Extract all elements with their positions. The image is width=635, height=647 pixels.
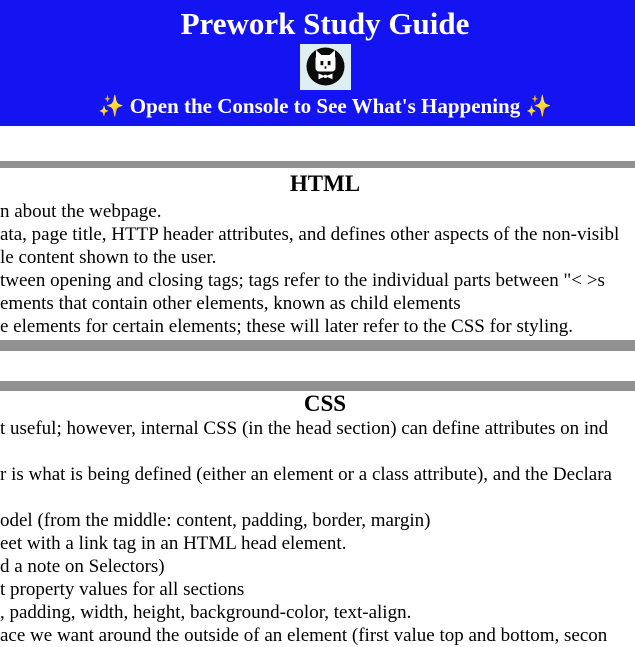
cat-logo-icon <box>300 44 351 90</box>
note-line: le content shown to the user. <box>0 247 217 268</box>
page-title: Prework Study Guide <box>180 6 470 41</box>
section-heading-css: CSS <box>303 391 347 416</box>
note-line: t useful; however, internal CSS (in the head section) can define attributes on ind <box>0 418 609 439</box>
section-html <box>0 161 635 351</box>
main-content <box>0 161 635 647</box>
note-line: ements that contain other elements, known as child elements <box>0 293 461 314</box>
note-line: e elements for certain elements; these will later refer to the CSS for styling. <box>0 316 573 337</box>
note-line: , padding, width, height, background-color, text-align. <box>0 602 412 623</box>
note-line: eet with a link tag in an HTML head element. <box>0 533 347 554</box>
note-line: n about the webpage. <box>0 201 162 222</box>
note-line: t property values for all sections <box>0 579 245 600</box>
site-header <box>0 0 635 126</box>
section-heading-html: HTML <box>289 171 361 196</box>
section-css <box>0 381 635 647</box>
note-line: r is what is being defined (either an element or a class attribute), and the Declara <box>0 464 612 485</box>
note-line: d a note on Selectors) <box>0 556 165 577</box>
note-line: odel (from the middle: content, padding, border, margin) <box>0 510 431 531</box>
note-line: ace we want around the outside of an element (first value top and bottom, secon <box>0 625 608 646</box>
page-subtitle: ✨ Open the Console to See What's Happening ✨ <box>98 94 552 118</box>
note-line-blank <box>0 486 635 509</box>
html-notes-list <box>0 200 635 338</box>
note-line: ata, page title, HTTP header attributes, and defines other aspects of the non-visibl <box>0 224 620 245</box>
css-notes-list <box>0 417 635 647</box>
note-line-blank <box>0 440 635 463</box>
note-line: tween opening and closing tags; tags refer to the individual parts between "< >s <box>0 270 605 291</box>
